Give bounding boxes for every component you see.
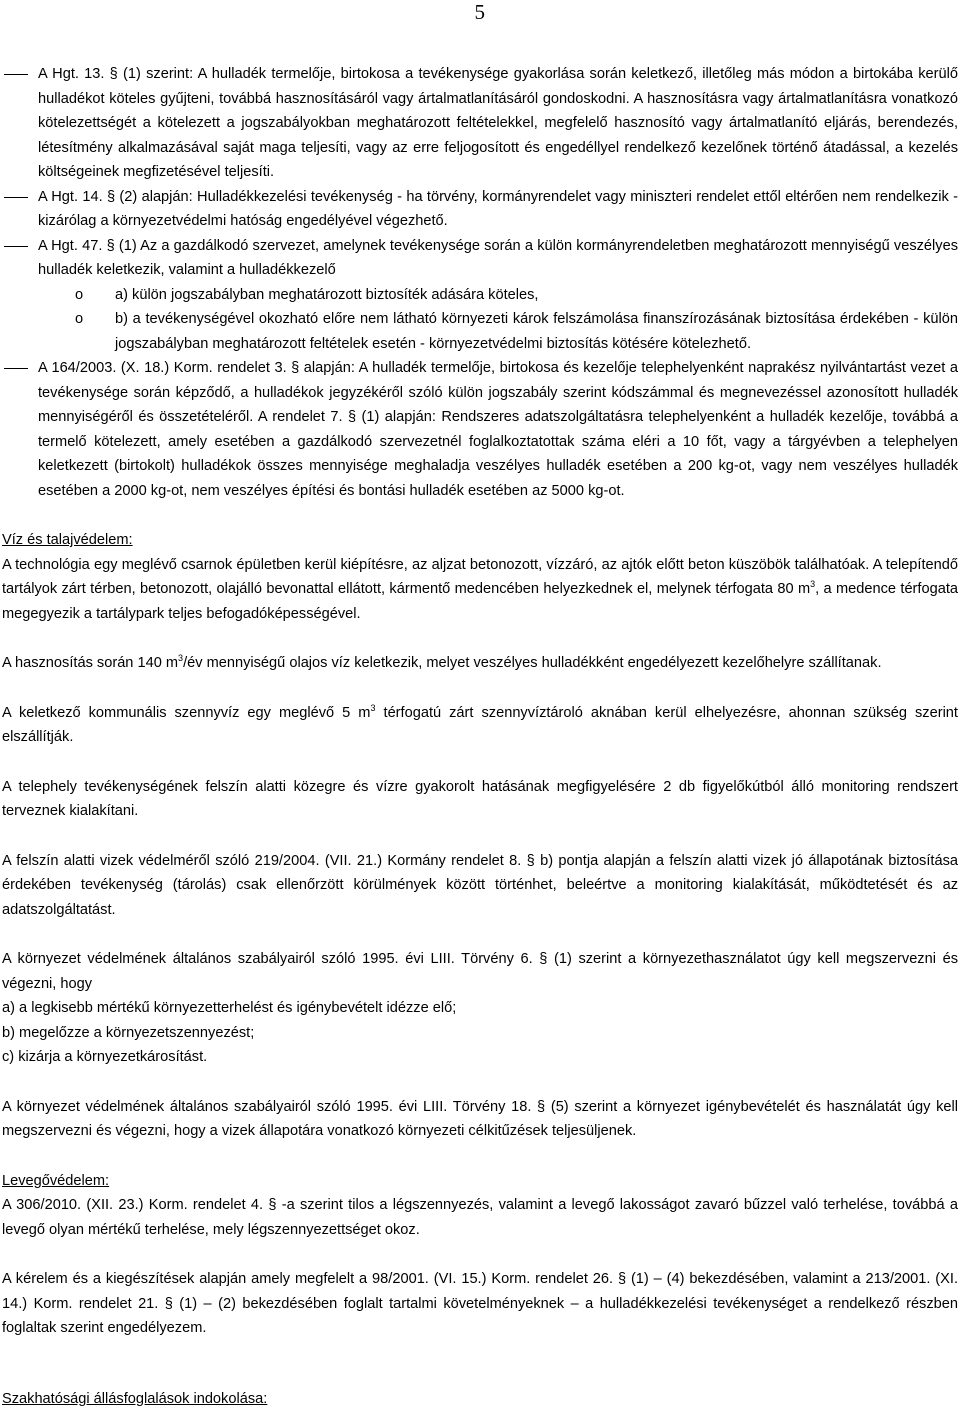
- circle-bullet-icon: o: [75, 286, 84, 303]
- list-item-text: A Hgt. 14. § (2) alapján: Hulladékkezelési tevékenység - ha törvény, kormányrendelet vagy miniszteri rendelet ettől eltérően nem rendelkezik - kizárólag a környezetvédelmi hatóság engedélyével végezhető.: [38, 188, 958, 229]
- superscript: 3: [178, 653, 184, 664]
- sub-list-item-text: b) a tevékenységével okozható előre nem látható környezeti károk felszámolása finanszírozásának biztosítása érdekében - külön jogszabályban meghatározott feltételek esetén - környezetvédelmi biztosítás kötésére kötelezhető.: [115, 311, 958, 352]
- list-item-korm164: [0, 356, 960, 503]
- paragraph-list-line: a) a legkisebb mértékű környezetterhelést és igénybevételt idézze elő;: [2, 1000, 457, 1016]
- list-item-text: A Hgt. 47. § (1) Az a gazdálkodó szervezet, amelynek tevékenysége során a külön kormányrendeletben meghatározott mennyiségű veszélyes hulladék keletkezik, valamint a hulladékkezelő: [38, 237, 958, 278]
- list-item-text: A Hgt. 13. § (1) szerint: A hulladék termelője, birtokosa a tevékenysége gyakorlása során keletkező, illetőleg más módon a birtokába kerülő hulladékot köteles gyűjteni, továbbá hasznosításáról vagy ártalmatlanításáról gondoskodni. A hasznosításra vagy ártalmatlanításra vonatkozó kötelezettségét a kötelezett a jogszabályokban meghatározott feltételekkel, megfelelő hasznosító vagy ártalmatlanító eljárás, berendezés, létesítmény alkalmazásával saját maga teljesíti, vagy az erre feljogosított és engedéllyel rendelkező kezelőnek történő átadással, a kezelés költségeinek megfizetésével teljesíti.: [38, 66, 958, 180]
- superscript: 3: [810, 579, 816, 590]
- sub-list-item-text: a) külön jogszabályban meghatározott biztosíték adására köteles,: [115, 286, 539, 303]
- sub-list-item: [38, 283, 958, 308]
- paragraph: A környezet védelmének általános szabályairól szóló 1995. évi LIII. Törvény 18. § (5) szerint a környezet igénybevételét és használatát úgy kell megszervezni és végezni, hogy a vizek állapotára vonatkozó környezeti célkitűzések teljesüljenek.: [2, 1098, 958, 1139]
- hgt47-sub-list: [38, 283, 958, 357]
- document-body: [0, 62, 960, 1411]
- section-heading-viz: Víz és talajvédelem:: [2, 532, 133, 548]
- superscript: 3: [370, 702, 376, 713]
- dash-bullet-icon: [4, 197, 28, 198]
- section-heading-szakhatosagi: Szakhatósági állásfoglalások indokolása:: [2, 1390, 268, 1407]
- paragraph-list-line: b) megelőzze a környezetszennyezést;: [2, 1024, 255, 1041]
- list-item-hgt14: [0, 185, 960, 234]
- legal-references-list: [0, 62, 960, 503]
- paragraph: A felszín alatti vizek védelméről szóló 219/2004. (VII. 21.) Kormány rendelet 8. § b) pontja alapján a felszín alatti vizek jó állapotának biztosítása érdekében tevékenység (tárolás) csak ellenőrzött körülmények között történhet, beleértve a monitoring kialakítását, működtetését és az adatszolgáltatást.: [2, 852, 958, 918]
- paragraph: A kérelem és a kiegészítések alapján amely megfelelt a 98/2001. (VI. 15.) Korm. rendelet 26. § (1) – (4) bekezdésében, valamint a 213/2001. (XI. 14.) Korm. rendelet 21. § (1) – (2) bekezdésében foglalt tartalmi követelményeknek – a hulladékkezelési tevékenységet a rendelkező részben foglaltak szerint engedélyezem.: [2, 1271, 958, 1336]
- circle-bullet-icon: o: [75, 311, 84, 327]
- sub-list-item: [38, 307, 958, 356]
- paragraph: A technológia egy meglévő csarnok épületben kerül kiépítésre, az aljzat betonozott, vízzáró, az ajtók előtt beton küszöbök találhatóak. A telepítendő tartályok zárt térben, betonozott, olajálló bevonattal ellátott, kármentő medencében helyezkednek el, melynek térfogata 80 $m^3$, a medence térfogata megegyezik a tartálypark teljes befogadóképességével.: [2, 556, 958, 622]
- list-item-hgt13: [0, 62, 960, 185]
- paragraph: A 306/2010. (XII. 23.) Korm. rendelet 4. § -a szerint tilos a légszennyezés, valamint a levegő lakosságot zavaró bűzzel való terhelése, továbbá a levegő olyan mértékű terhelése, mely légszennyezettséget okoz.: [2, 1197, 958, 1238]
- paragraph: A hasznosítás során 140 $m^3/év$ mennyiségű olajos víz keletkezik, melyet veszélyes hulladékként engedélyezett kezelőhelyre szállítanak.: [2, 653, 882, 671]
- page-number: 5: [474, 0, 485, 24]
- list-item-text: A 164/2003. (X. 18.) Korm. rendelet 3. § alapján: A hulladék termelője, birtokosa és kezelője telephelyenként naprakész nyilvántartást vezet a tevékenysége során képződő, a hulladékok jegyzékéről szóló külön jogszabály szerint kódszámmal és megnevezéssel azonosított hulladék mennyiségéről és összetételéről. A rendelet 7. § (1) alapján: Rendszeres adatszolgáltatásra telephelyenként a hulladék kezelője, továbbá a termelő kötelezett, amely esetében a gazdálkodó szervezetnél foglalkoztatottak száma eléri a 10 főt, vagy a tárgyévben a telephelyen keletkezett (birtokolt) hulladékok összes mennyisége meghaladja veszélyes hulladék esetében a 200 kg-ot, vagy nem veszélyes hulladék esetében a 2000 kg-ot, nem veszélyes építési és bontási hulladék esetében az 5000 kg-ot.: [38, 360, 958, 499]
- paragraph: A környezet védelmének általános szabályairól szóló 1995. évi LIII. Törvény 6. § (1) szerint a környezethasználatot úgy kell megszervezni és végezni, hogy: [2, 951, 958, 992]
- section-heading-levego: Levegővédelem:: [2, 1172, 110, 1189]
- paragraph-list-line: c) kizárja a környezetkárosítást.: [2, 1049, 208, 1065]
- dash-bullet-icon: [4, 246, 28, 247]
- list-item-hgt47: [0, 234, 960, 357]
- dash-bullet-icon: [4, 74, 28, 75]
- paragraph: A keletkező kommunális szennyvíz egy meglévő 5 $m^3$ térfogatú zárt szennyvíztároló aknában kerül elhelyezésre, ahonnan szükség szerint elszállítják.: [2, 702, 958, 745]
- paragraph: A telephely tevékenységének felszín alatti közegre és vízre gyakorolt hatásának megfigyelésére 2 db figyelőkútból álló monitoring rendszert terveznek kialakítani.: [2, 778, 958, 819]
- dash-bullet-icon: [4, 368, 28, 369]
